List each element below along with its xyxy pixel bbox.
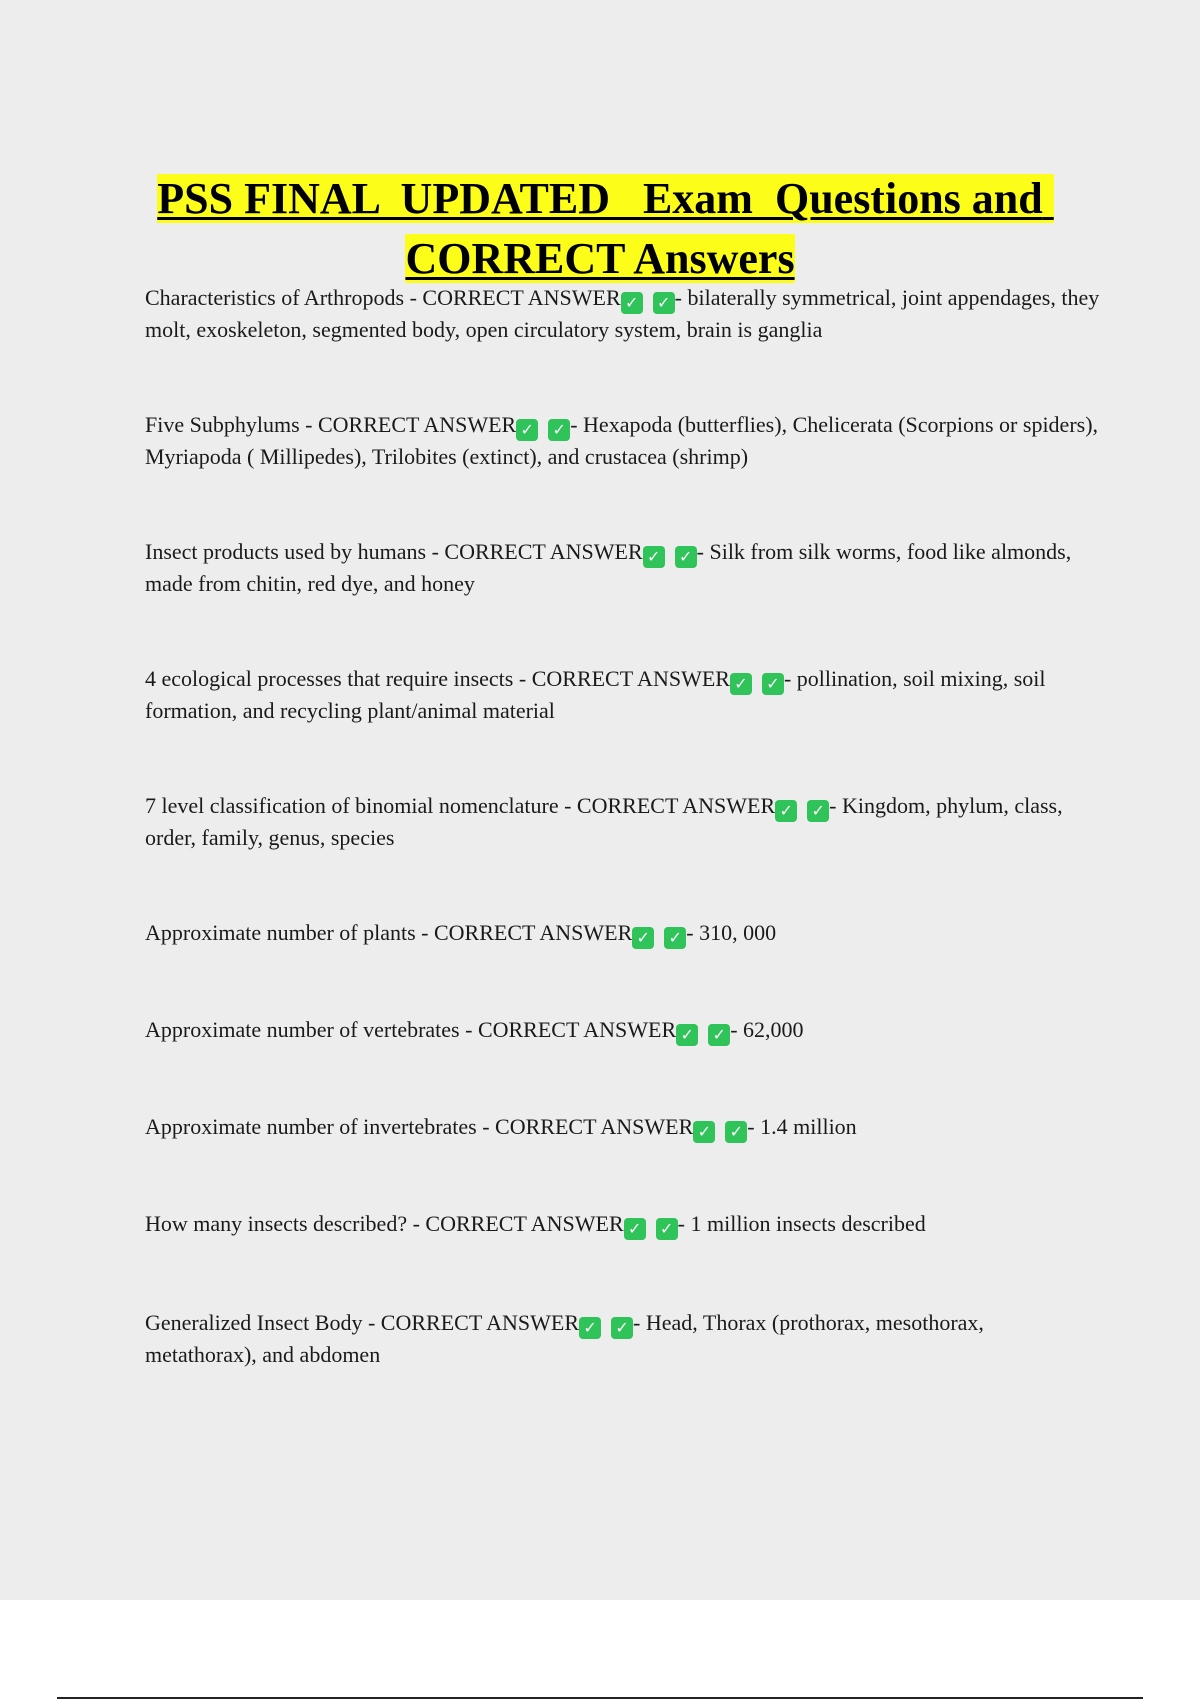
qa-item: Approximate number of invertebrates - CORRECT ANSWER ✓ ✓ - 1.4 million — [145, 1114, 857, 1141]
check-mark-icon: ✓ — [621, 292, 643, 314]
qa-marker: CORRECT ANSWER — [422, 285, 621, 310]
check-mark-icon: ✓ — [611, 1317, 633, 1339]
check-mark-icon: ✓ — [693, 1121, 715, 1143]
qa-answer: bilaterally symmetrical, joint appendages, they molt, exoskeleton, segmented body, open circulatory system, brain is ganglia — [145, 285, 1100, 342]
qa-item: 4 ecological processes that require insects - CORRECT ANSWER ✓ ✓ - pollination, soil mixing, soil formation, and recycling plant/animal material — [145, 666, 1046, 723]
check-mark-icon: ✓ — [725, 1121, 747, 1143]
check-mark-icon: ✓ — [516, 419, 538, 441]
check-mark-icon: ✓ — [708, 1024, 730, 1046]
check-mark-icon: ✓ — [762, 673, 784, 695]
document-title-text: PSS FINAL UPDATED Exam Questions and CORRECT Answers — [157, 174, 1054, 284]
qa-marker: CORRECT ANSWER — [444, 539, 643, 564]
check-mark-icon: ✓ — [656, 1218, 678, 1240]
qa-marker: CORRECT ANSWER — [380, 1310, 580, 1335]
qa-item: Insect products used by humans - CORRECT ANSWER ✓ ✓ - Silk from silk worms, food like almonds, made from chitin, red dye, and honey — [145, 539, 1072, 596]
check-mark-icon: ✓ — [643, 546, 665, 568]
qa-answer: 310, 000 — [699, 920, 777, 945]
qa-question: Generalized Insect Body — [145, 1310, 363, 1335]
qa-answer: pollination, soil mixing, soil formation, and recycling plant/animal material — [145, 666, 1046, 723]
check-mark-icon: ✓ — [579, 1317, 601, 1339]
qa-item: Approximate number of plants - CORRECT ANSWER ✓ ✓ - 310, 000 — [145, 920, 777, 947]
footer-divider — [57, 1697, 1143, 1699]
qa-item: 7 level classification of binomial nomenclature - CORRECT ANSWER ✓ ✓ - Kingdom, phylum, class, order, family, genus, species — [145, 793, 1063, 850]
qa-question: Approximate number of invertebrates — [145, 1114, 477, 1139]
check-mark-icon: ✓ — [632, 927, 654, 949]
qa-answer: Hexapoda (butterflies), Chelicerata (Scorpions or spiders), Myriapoda ( Millipedes), Trilobites (extinct), and crustacea (shrimp) — [145, 412, 1099, 469]
check-mark-icon: ✓ — [775, 800, 797, 822]
qa-answer: 1 million insects described — [690, 1211, 926, 1236]
check-mark-icon: ✓ — [624, 1218, 646, 1240]
qa-item: Five Subphylums - CORRECT ANSWER ✓ ✓ - Hexapoda (butterflies), Chelicerata (Scorpions or spiders), Myriapoda ( Millipedes), Trilobites (extinct), and crustacea (shrimp) — [145, 412, 1099, 469]
qa-answer: Head, Thorax (prothorax, mesothorax, metathorax), and abdomen — [145, 1310, 984, 1367]
qa-item: Characteristics of Arthropods - CORRECT ANSWER ✓ ✓ - bilaterally symmetrical, joint appendages, they molt, exoskeleton, segmented body, open circulatory system, brain is ganglia — [145, 285, 1100, 342]
qa-answer: Kingdom, phylum, class, order, family, genus, species — [145, 793, 1063, 850]
qa-question: Insect products used by humans — [145, 539, 427, 564]
check-mark-icon: ✓ — [807, 800, 829, 822]
qa-list — [145, 282, 1100, 1371]
check-mark-icon: ✓ — [730, 673, 752, 695]
qa-marker: CORRECT ANSWER — [495, 1114, 694, 1139]
qa-question: Approximate number of vertebrates — [145, 1017, 460, 1042]
qa-item: Approximate number of vertebrates - CORRECT ANSWER ✓ ✓ - 62,000 — [145, 1017, 804, 1044]
check-mark-icon: ✓ — [653, 292, 675, 314]
qa-question: Five Subphylums — [145, 412, 300, 437]
qa-answer: 62,000 — [743, 1017, 804, 1042]
check-mark-icon: ✓ — [676, 1024, 698, 1046]
qa-marker: CORRECT ANSWER — [576, 793, 776, 818]
qa-question: How many insects described? — [145, 1211, 408, 1236]
qa-marker: CORRECT ANSWER — [434, 920, 633, 945]
check-mark-icon: ✓ — [675, 546, 697, 568]
qa-question: 4 ecological processes that require insects — [145, 666, 514, 691]
qa-marker: CORRECT ANSWER — [317, 412, 517, 437]
qa-marker: CORRECT ANSWER — [425, 1211, 624, 1236]
qa-marker: CORRECT ANSWER — [531, 666, 730, 691]
document-title — [100, 169, 1100, 289]
qa-question: 7 level classification of binomial nomenclature — [145, 793, 559, 818]
qa-answer: Silk from silk worms, food like almonds, made from chitin, red dye, and honey — [145, 539, 1072, 596]
qa-answer: 1.4 million — [760, 1114, 857, 1139]
qa-question: Characteristics of Arthropods — [145, 285, 405, 310]
qa-marker: CORRECT ANSWER — [477, 1017, 677, 1042]
check-mark-icon: ✓ — [548, 419, 570, 441]
check-mark-icon: ✓ — [664, 927, 686, 949]
qa-item: How many insects described? - CORRECT ANSWER ✓ ✓ - 1 million insects described — [145, 1211, 926, 1238]
qa-question: Approximate number of plants — [145, 920, 416, 945]
qa-item: Generalized Insect Body - CORRECT ANSWER ✓ ✓ - Head, Thorax (prothorax, mesothorax, metathorax), and abdomen — [145, 1310, 984, 1367]
